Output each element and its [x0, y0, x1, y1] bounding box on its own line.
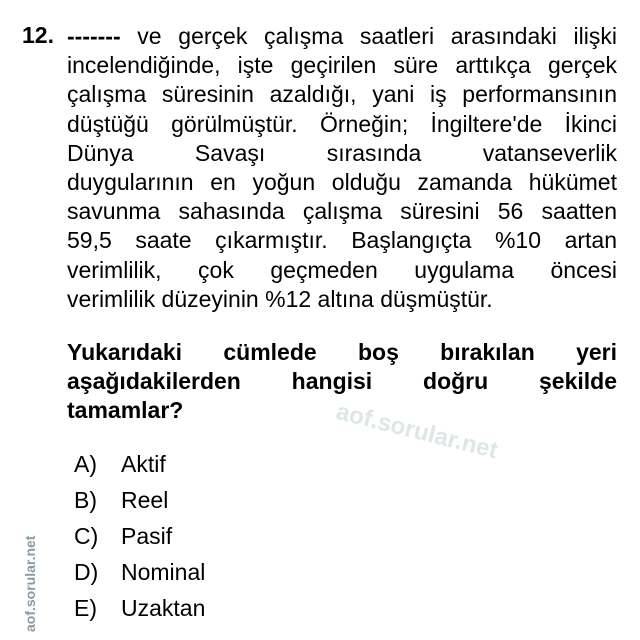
option-text: Uzaktan	[121, 594, 206, 621]
option-c[interactable]	[74, 518, 205, 554]
stem-line: savunma sahasında çalışma süresini 56 saatten	[67, 198, 617, 225]
stem-line: verimlilik, çok geçmeden uygulama öncesi	[67, 256, 617, 283]
option-d[interactable]	[74, 554, 205, 590]
stem-line: verimlilik düzeyinin %12 altına düşmüştür.	[67, 285, 493, 312]
stem-line: Dünya Savaşı sırasında vatanseverlik	[67, 139, 617, 166]
option-a[interactable]	[74, 446, 205, 482]
option-text: Nominal	[121, 558, 206, 585]
blank-placeholder: -------	[67, 23, 121, 49]
option-letter: D)	[74, 558, 99, 585]
prompt-line: tamamlar?	[67, 397, 184, 424]
question-stem	[67, 22, 617, 314]
stem-line: incelendiğinde, işte geçirilen süre arttıkça gerçek	[67, 52, 617, 79]
stem-line: çalışma süresinin azaldığı, yani iş performansının	[67, 81, 617, 108]
option-letter: E)	[74, 594, 97, 621]
stem-line: 59,5 saate çıkarmıştır. Başlangıçta %10 artan	[67, 227, 617, 254]
stem-line: duygularının en yoğun olduğu zamanda hükümet	[67, 169, 617, 196]
stem-line: düştüğü görülmüştür. Örneğin; İngiltere'de İkinci	[67, 110, 617, 137]
option-letter: A)	[74, 450, 97, 477]
watermark-side: aof.sorular.net	[22, 535, 38, 632]
option-text: Pasif	[121, 522, 173, 549]
option-text: Reel	[121, 486, 169, 513]
prompt-line: Yukarıdaki cümlede boş bırakılan yeri	[67, 339, 617, 365]
prompt-line: aşağıdakilerden hangisi doğru şekilde	[67, 368, 617, 395]
option-b[interactable]	[74, 482, 205, 518]
option-letter: B)	[74, 486, 97, 513]
stem-line: ------- ve gerçek çalışma saatleri arasındaki ilişki	[67, 23, 617, 49]
option-e[interactable]	[74, 590, 205, 626]
option-text: Aktif	[121, 450, 166, 477]
option-letter: C)	[74, 522, 99, 549]
answer-options	[74, 446, 205, 626]
watermark-center: aof.sorular.net	[333, 398, 501, 465]
question-number: 12.	[22, 22, 54, 48]
